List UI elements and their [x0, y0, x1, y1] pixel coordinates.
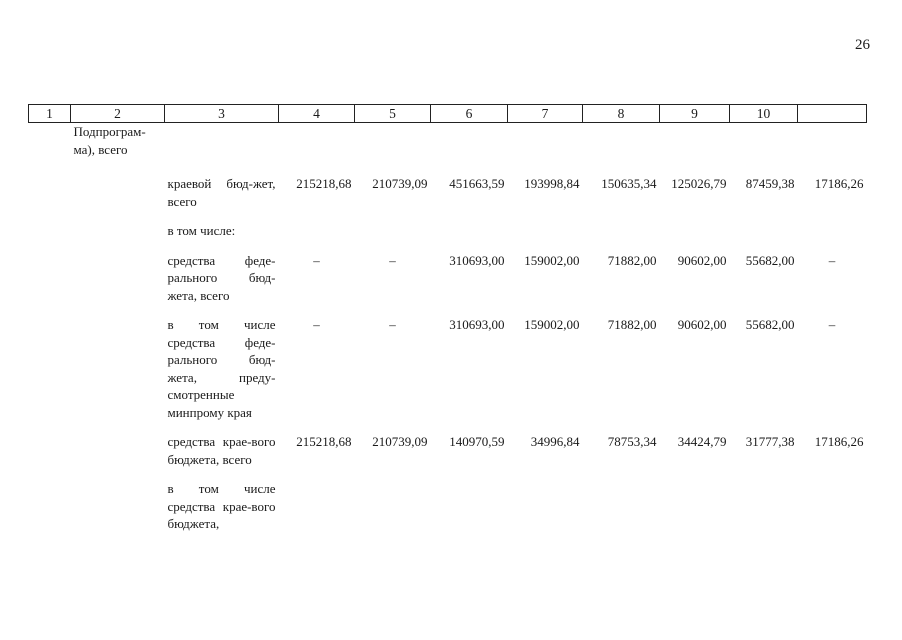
table-cell: 140970,59 — [449, 434, 505, 449]
table-cell: 159002,00 — [524, 317, 580, 332]
table-cell: 193998,84 — [524, 176, 580, 191]
column-header: 9 — [660, 105, 730, 123]
table-cell: – — [828, 317, 836, 332]
column-header: 10 — [730, 105, 798, 123]
table-cell: 31777,38 — [745, 434, 795, 449]
column-header: 8 — [583, 105, 660, 123]
table-row — [29, 175, 867, 210]
table-cell: 17186,26 — [814, 434, 864, 449]
column-header: 6 — [431, 105, 508, 123]
table-cell: 17186,26 — [814, 176, 864, 191]
table-cell: 78753,34 — [607, 434, 657, 449]
table-row — [29, 252, 867, 305]
table-cell: 90602,00 — [677, 317, 727, 332]
row-label: в том числе: — [167, 223, 236, 238]
table-cell: – — [389, 317, 396, 332]
table-cell: – — [389, 252, 396, 268]
table-cell: 34996,84 — [530, 434, 580, 449]
page-number: 26 — [855, 37, 870, 53]
table-cell: 210739,09 — [372, 434, 428, 449]
column-header: 1 — [29, 105, 71, 123]
table-cell: 55682,00 — [745, 252, 795, 268]
row-label: в том числе средства феде-рального бюд-жета, преду-смотренные минпрому края — [167, 317, 276, 420]
table-cell: 215218,68 — [296, 176, 352, 191]
table-cell: – — [313, 317, 320, 332]
budget-table — [28, 104, 867, 533]
subprogram-label: Подпрограм-ма), всего — [73, 124, 146, 157]
table-cell: 451663,59 — [449, 176, 505, 191]
column-header: 3 — [165, 105, 279, 123]
table-cell: 150635,34 — [601, 176, 657, 191]
column-header — [798, 105, 867, 123]
column-header: 7 — [508, 105, 583, 123]
table-cell: – — [313, 252, 320, 268]
row-label: средства феде-рального бюд-жета, всего — [167, 252, 276, 303]
table-cell: 159002,00 — [524, 252, 580, 268]
table-cell: 55682,00 — [745, 317, 795, 332]
column-header: 2 — [71, 105, 165, 123]
row-label: средства крае-вого бюджета, всего — [167, 434, 276, 467]
table-cell: 71882,00 — [607, 317, 657, 332]
table-row — [29, 123, 867, 176]
table-cell: 90602,00 — [677, 252, 727, 268]
table-cell: 215218,68 — [296, 434, 352, 449]
table-row — [29, 222, 867, 240]
column-header: 5 — [355, 105, 431, 123]
table-cell: 210739,09 — [372, 176, 428, 191]
table-cell: 34424,79 — [677, 434, 727, 449]
header-row — [29, 105, 867, 123]
row-label: краевой бюд-жет, всего — [167, 176, 276, 209]
column-header: 4 — [279, 105, 355, 123]
table-row — [29, 316, 867, 421]
table-cell: 87459,38 — [745, 176, 795, 191]
table-row — [29, 433, 867, 468]
table-row — [29, 480, 867, 533]
table-cell: 125026,79 — [671, 176, 727, 191]
table-cell: 310693,00 — [449, 252, 505, 268]
table-cell: 71882,00 — [607, 252, 657, 268]
table-cell: – — [828, 252, 836, 268]
row-label: в том числе средства крае-вого бюджета, — [167, 481, 276, 531]
table-cell: 310693,00 — [449, 317, 505, 332]
